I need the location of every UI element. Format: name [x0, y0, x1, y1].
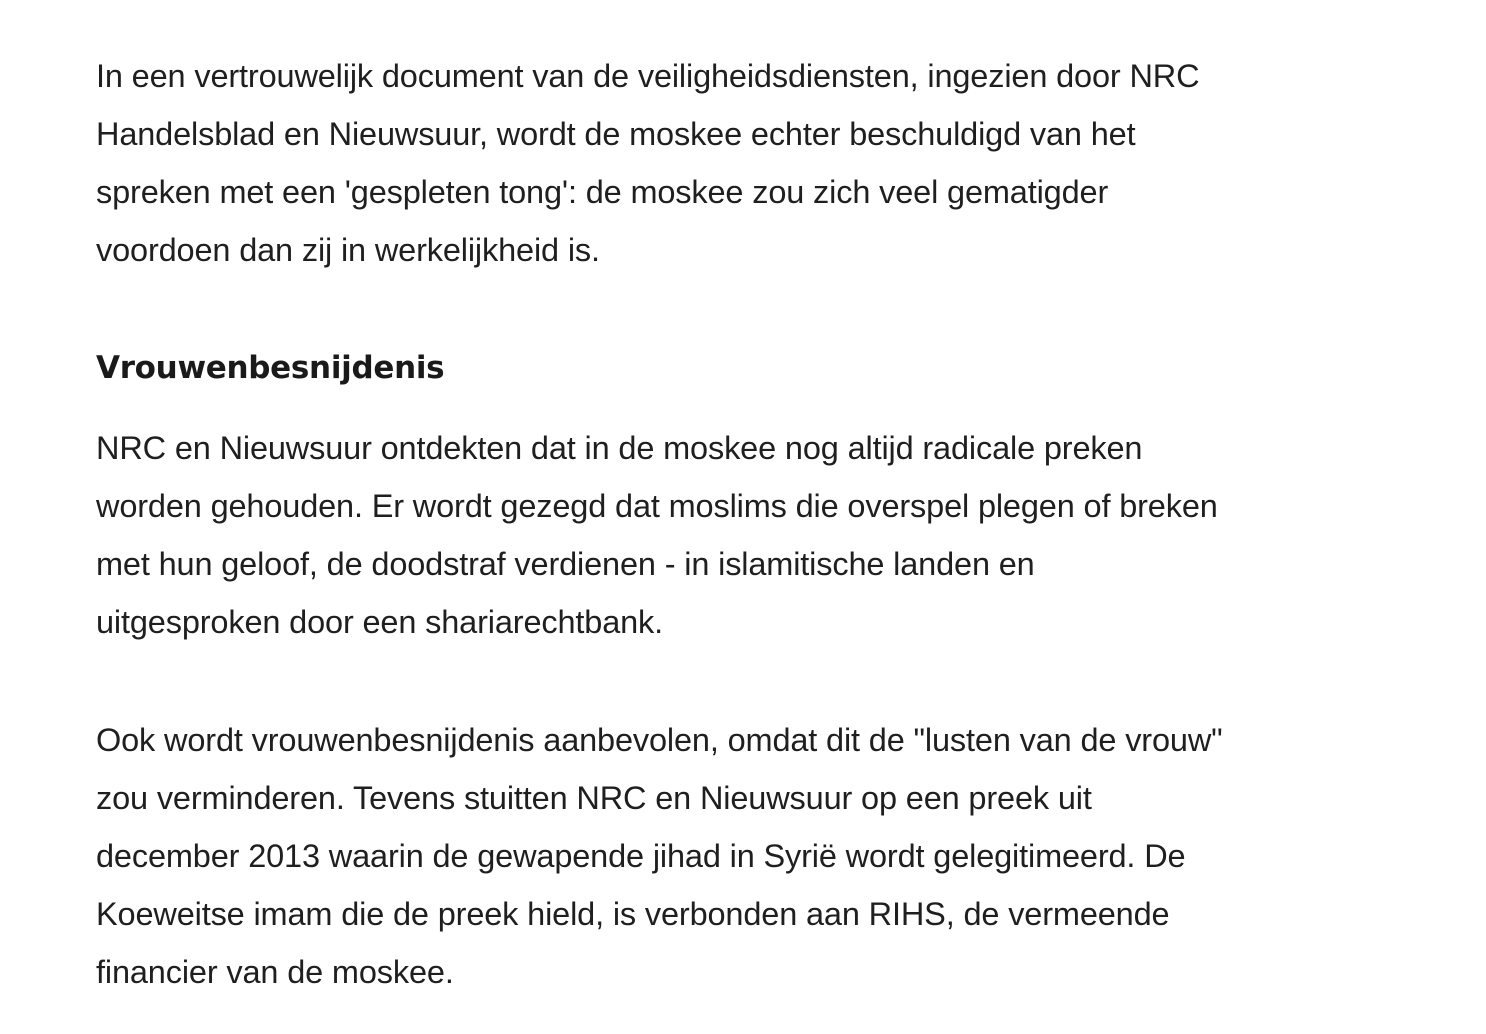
text-line: Ook wordt vrouwenbesnijdenis aanbevolen, omdat dit de "lusten van de vrouw" — [96, 722, 1223, 758]
spacer — [96, 279, 1396, 339]
text-line: worden gehouden. Er wordt gezegd dat moslims die overspel plegen of breken — [96, 488, 1218, 524]
text-line: zou verminderen. Tevens stuitten NRC en Nieuwsuur op een preek uit — [96, 780, 1092, 816]
spacer — [96, 397, 1396, 419]
text-line: financier van de moskee. — [96, 954, 454, 990]
text-line: met hun geloof, de doodstraf verdienen - in islamitische landen en — [96, 546, 1035, 582]
article-body — [96, 47, 1396, 1001]
section-heading: Vrouwenbesnijdenis — [96, 350, 445, 386]
spacer — [96, 651, 1396, 711]
paragraph-radical-sermons — [96, 419, 1396, 651]
text-line: december 2013 waarin de gewapende jihad in Syrië wordt gelegitimeerd. De — [96, 838, 1186, 874]
text-line: uitgesproken door een shariarechtbank. — [96, 604, 664, 640]
text-line: Koeweitse imam die de preek hield, is verbonden aan RIHS, de vermeende — [96, 896, 1170, 932]
text-line: Handelsblad en Nieuwsuur, wordt de moskee echter beschuldigd van het — [96, 116, 1136, 152]
text-line: NRC en Nieuwsuur ontdekten dat in de moskee nog altijd radicale preken — [96, 430, 1143, 466]
text-line: spreken met een 'gespleten tong': de moskee zou zich veel gematigder — [96, 174, 1109, 210]
text-line: voordoen dan zij in werkelijkheid is. — [96, 232, 600, 268]
text-line: In een vertrouwelijk document van de veiligheidsdiensten, ingezien door NRC — [96, 58, 1200, 94]
paragraph-intro — [96, 47, 1396, 279]
paragraph-circumcision — [96, 711, 1396, 1001]
